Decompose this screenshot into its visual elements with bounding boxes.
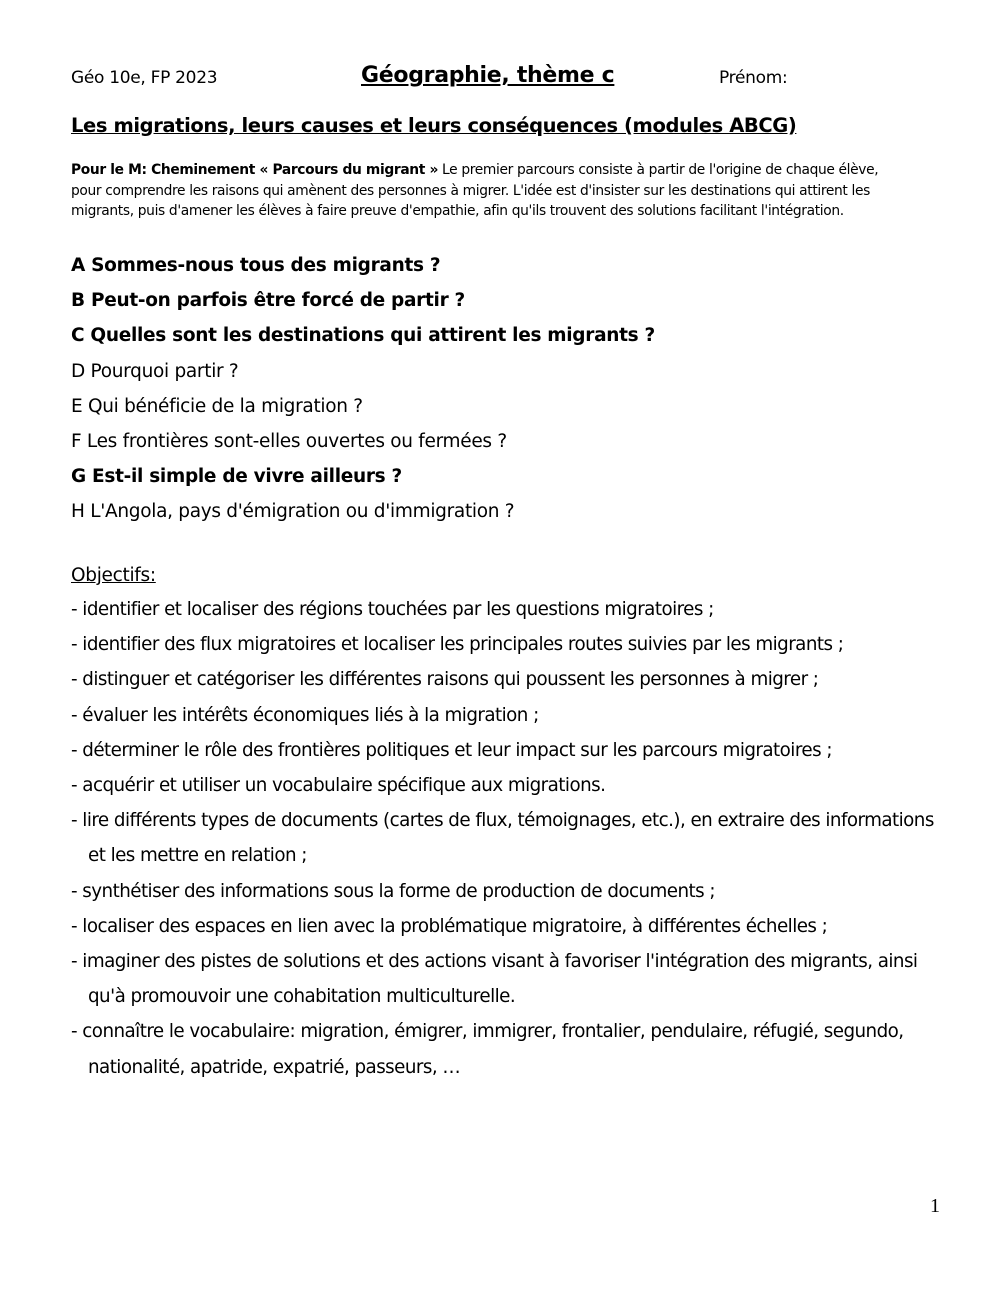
question-item: B Peut-on parfois être forcé de partir ? [71,290,465,312]
course-label: Géo 10e, FP 2023 [71,68,218,88]
question-item: A Sommes-nous tous des migrants ? [71,255,441,276]
objective-item: - déterminer le rôle des frontières politiques et leur impact sur les parcours migratoires ; [71,739,832,761]
objective-item: - identifier et localiser des régions touchées par les questions migratoires ; [71,599,714,620]
question-item: F Les frontières sont-elles ouvertes ou fermées ? [71,430,507,452]
question-item: G Est-il simple de vivre ailleurs ? [71,466,402,488]
question-item: E Qui bénéficie de la migration ? [71,395,363,417]
objective-item: - évaluer les intérêts économiques liés à la migration ; [71,704,539,726]
first-name-label: Prénom: [719,68,788,88]
objective-item: - localiser des espaces en lien avec la problématique migratoire, à différentes échelles ; [71,915,828,937]
objective-item: - distinguer et catégoriser les différentes raisons qui poussent les personnes à migrer ; [71,669,819,691]
page-title: Géographie, thème c [361,63,615,88]
question-item: C Quelles sont les destinations qui attirent les migrants ? [71,325,655,347]
objective-item: - lire différents types de documents (cartes de flux, témoignages, etc.), en extraire des informations et les mettre en relation ; [71,810,934,867]
objective-item: - acquérir et utiliser un vocabulaire spécifique aux migrations. [71,775,606,797]
objective-item: - identifier des flux migratoires et localiser les principales routes suivies par les migrants ; [71,634,844,656]
intro-bold-lead: Pour le M: Cheminement « Parcours du migrant » [71,162,439,178]
page-number: 1 [930,1195,940,1217]
document-subtitle: Les migrations, leurs causes et leurs conséquences (modules ABCG) [71,114,797,137]
intro-text: Le premier parcours consiste à partir de l'origine de chaque élève, pour comprendre les raisons qui amènent des personnes à migrer. L'idée est d'insister sur les destinations qui attirent les migrants, puis d'amener les élèves à faire preuve d'empathie, afin qu'ils trouvent des solutions facilitant l'intégration. [71,162,879,219]
objective-item: - imaginer des pistes de solutions et des actions visant à favoriser l'intégration des migrants, ainsi qu'à promouvoir une cohabitation multiculturelle. [71,951,918,1008]
question-item: H L'Angola, pays d'émigration ou d'immigration ? [71,501,515,523]
question-list [71,252,655,534]
objectives-list [71,592,951,1085]
objective-item: - synthétiser des informations sous la forme de production de documents ; [71,880,716,902]
objective-item: - connaître le vocabulaire: migration, émigrer, immigrer, frontalier, pendulaire, réfugié, segundo, nationalité, apatride, expatrié, passeurs, … [71,1021,904,1078]
question-item: D Pourquoi partir ? [71,360,239,382]
intro-paragraph [71,160,891,222]
objectives-heading: Objectifs: [71,565,156,586]
